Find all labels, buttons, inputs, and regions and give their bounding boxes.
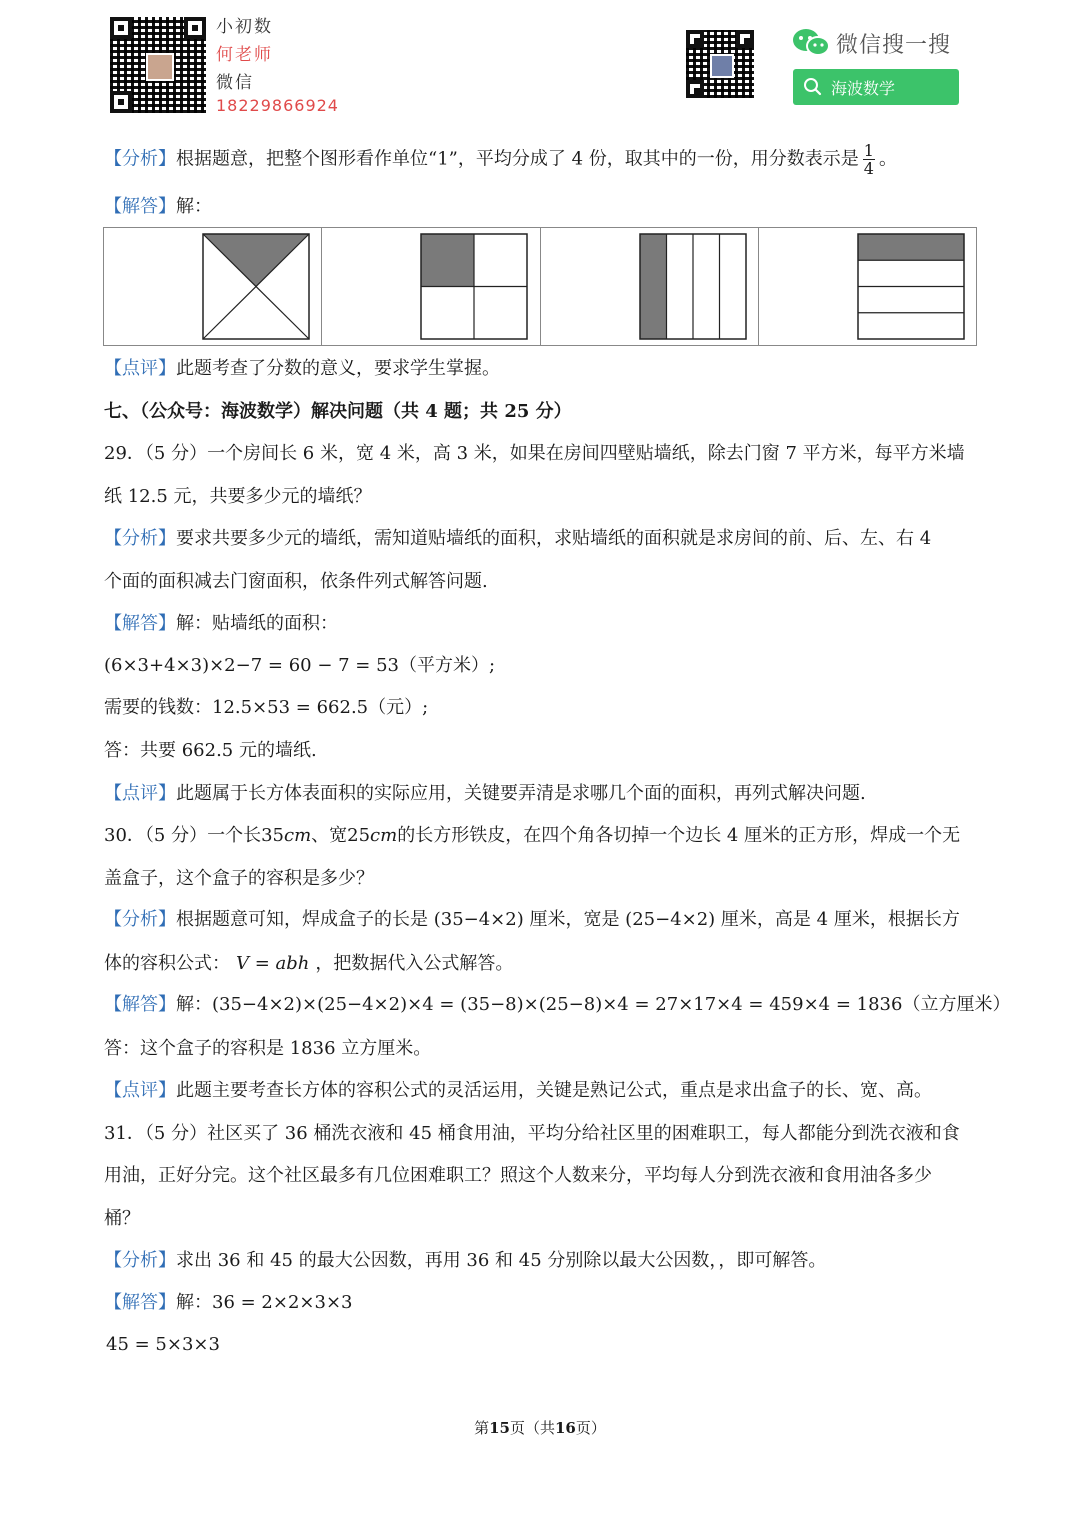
q29-final-answer: 答：共要 662.5 元的墙纸. <box>104 740 317 761</box>
q31-answer-text: 解：36 = 2×2×3×3 <box>176 1292 353 1313</box>
q30-width-value: 25 <box>347 825 371 846</box>
q31-formula-2: 45 = 5×3×3 <box>106 1334 220 1355</box>
wechat-search-title: 微信搜一搜 <box>836 33 952 58</box>
q30-analysis <box>104 907 960 933</box>
q28-analysis <box>104 142 897 177</box>
page-suffix: 页） <box>575 1419 606 1437</box>
q30-analysis-part: 体的容积公式： <box>104 953 230 974</box>
figure-square-diagonals <box>104 228 322 345</box>
q30-stem-part: 、宽 <box>311 825 348 846</box>
fraction-denominator: 4 <box>863 159 874 178</box>
q29-answer-line-1: 解：贴墙纸的面积： <box>176 613 338 634</box>
q28-answer <box>104 194 212 220</box>
q31-stem-line-3: 桶？ <box>104 1208 140 1229</box>
analysis-tag: 【分析】 <box>104 148 176 170</box>
q30-stem-line-2: 盖盒子，这个盒子的容积是多少？ <box>104 868 374 889</box>
wechat-search-button[interactable] <box>793 69 959 105</box>
q31-answer <box>104 1290 352 1316</box>
section-title: 七、（公众号：海波数学）解决问题（共 4 题；共 25 分） <box>104 401 572 422</box>
figure-square-vertical-strips <box>541 228 759 345</box>
comment-tag: 【点评】 <box>104 783 176 804</box>
q30-answer-text: 解：(35−4×2)×(25−4×2)×4 = (35−8)×(25−8)×4 = 27×17×4 = 459×4 = 1836（立方厘米） <box>176 994 1011 1015</box>
analysis-tag: 【分析】 <box>104 1250 176 1271</box>
analysis-tag: 【分析】 <box>104 528 176 549</box>
comment-tag: 【点评】 <box>104 1080 176 1101</box>
total-pages: 16 <box>555 1419 576 1437</box>
volume-formula: V = abh <box>236 953 310 974</box>
q29-comment-text: 此题属于长方体表面积的实际应用，关键要弄清是求哪几个面的面积，再列式解决问题. <box>176 783 866 804</box>
header-left-qr-code <box>110 17 206 113</box>
q31-analysis-text: 求出 36 和 45 的最大公因数，再用 36 和 45 分别除以最大公因数，，即可解答。 <box>176 1250 827 1271</box>
fraction <box>863 142 875 177</box>
figure-square-horizontal-strips <box>759 228 976 345</box>
search-icon <box>803 77 823 97</box>
q28-comment-text: 此题考查了分数的意义，要求学生掌握。 <box>176 358 500 379</box>
q29-analysis-line-2: 个面的面积减去门窗面积，依条件列式解答问题. <box>104 571 488 592</box>
q30-analysis-line-2 <box>104 951 513 977</box>
q29-formula-2: 需要的钱数：12.5×53 = 662.5（元）; <box>104 697 429 718</box>
q30-stem-part: 的长方形铁皮，在四个角各切掉一个边长 4 厘米的正方形，焊成一个无 <box>397 825 961 846</box>
page-prefix: 第 <box>474 1419 490 1437</box>
answer-tag: 【解答】 <box>104 994 176 1015</box>
q29-analysis <box>104 526 931 552</box>
current-page: 15 <box>489 1419 510 1437</box>
header-handwritten-line-3: 微信 <box>216 73 254 93</box>
q30-stem-part: 30．（5 分）一个长 <box>104 825 262 846</box>
fraction-figures-table <box>103 227 977 346</box>
q30-stem-line-1 <box>104 823 960 849</box>
q30-width-unit: cm <box>370 825 398 846</box>
q28-analysis-end: 。 <box>878 148 897 170</box>
page-mid: 页（共 <box>509 1419 555 1437</box>
q29-formula-1: (6×3+4×3)×2−7 = 60 − 7 = 53（平方米）; <box>104 655 496 676</box>
header-handwritten-line-2: 何老师 <box>216 45 273 65</box>
wechat-logo-icon <box>792 28 832 58</box>
header-right-qr-code <box>686 30 754 98</box>
q30-answer <box>104 992 1010 1018</box>
q30-length-value: 35 <box>261 825 284 846</box>
answer-tag: 【解答】 <box>104 613 176 634</box>
q30-comment-text: 此题主要考查长方体的容积公式的灵活运用，关键是熟记公式，重点是求出盒子的长、宽、高。 <box>176 1080 932 1101</box>
q31-analysis <box>104 1248 826 1274</box>
q30-length-unit: cm <box>283 825 312 846</box>
figure-square-quarters <box>322 228 540 345</box>
answer-tag: 【解答】 <box>104 196 176 217</box>
answer-tag: 【解答】 <box>104 1292 176 1313</box>
q31-stem-line-2: 用油，正好分完。这个社区最多有几位困难职工？照这个人数来分，平均每人分到洗衣液和食用油各多少 <box>104 1165 932 1186</box>
q29-comment <box>104 781 866 807</box>
q30-analysis-line-1: 根据题意可知，焊成盒子的长是 (35−4×2) 厘米，宽是 (25−4×2) 厘米，高是 4 厘米，根据长方 <box>176 909 960 930</box>
q29-answer <box>104 611 338 637</box>
fraction-numerator: 1 <box>863 141 874 160</box>
header-phone-number: 18229866924 <box>216 96 339 115</box>
q31-stem-line-1: 31．（5 分）社区买了 36 桶洗衣液和 45 桶食用油，平均分给社区里的困难职工，每人都能分到洗衣液和食 <box>104 1123 960 1144</box>
q29-stem-line-2: 纸 12.5 元，共要多少元的墙纸？ <box>104 486 372 507</box>
comment-tag: 【点评】 <box>104 358 176 379</box>
analysis-tag: 【分析】 <box>104 909 176 930</box>
header-handwritten-line-1: 小初数 <box>216 17 273 37</box>
q29-stem-line-1: 29．（5 分）一个房间长 6 米，宽 4 米，高 3 米，如果在房间四壁贴墙纸，除去门窗 7 平方米，每平方米墙 <box>104 443 965 464</box>
wechat-search-button-label: 海波数学 <box>831 78 896 98</box>
q29-analysis-line-1: 要求共要多少元的墙纸，需知道贴墙纸的面积，求贴墙纸的面积就是求房间的前、后、左、右 4 <box>176 528 932 549</box>
page-number <box>0 1417 1080 1438</box>
q30-comment <box>104 1078 932 1104</box>
q30-analysis-part: ，把数据代入公式解答。 <box>315 953 514 974</box>
q28-analysis-text: 根据题意，把整个图形看作单位“1”，平均分成了 4 份，取其中的一份，用分数表示是 <box>176 148 859 170</box>
q28-answer-text: 解： <box>176 196 212 217</box>
q30-final-answer: 答：这个盒子的容积是 1836 立方厘米。 <box>104 1038 432 1059</box>
q28-comment <box>104 356 500 382</box>
